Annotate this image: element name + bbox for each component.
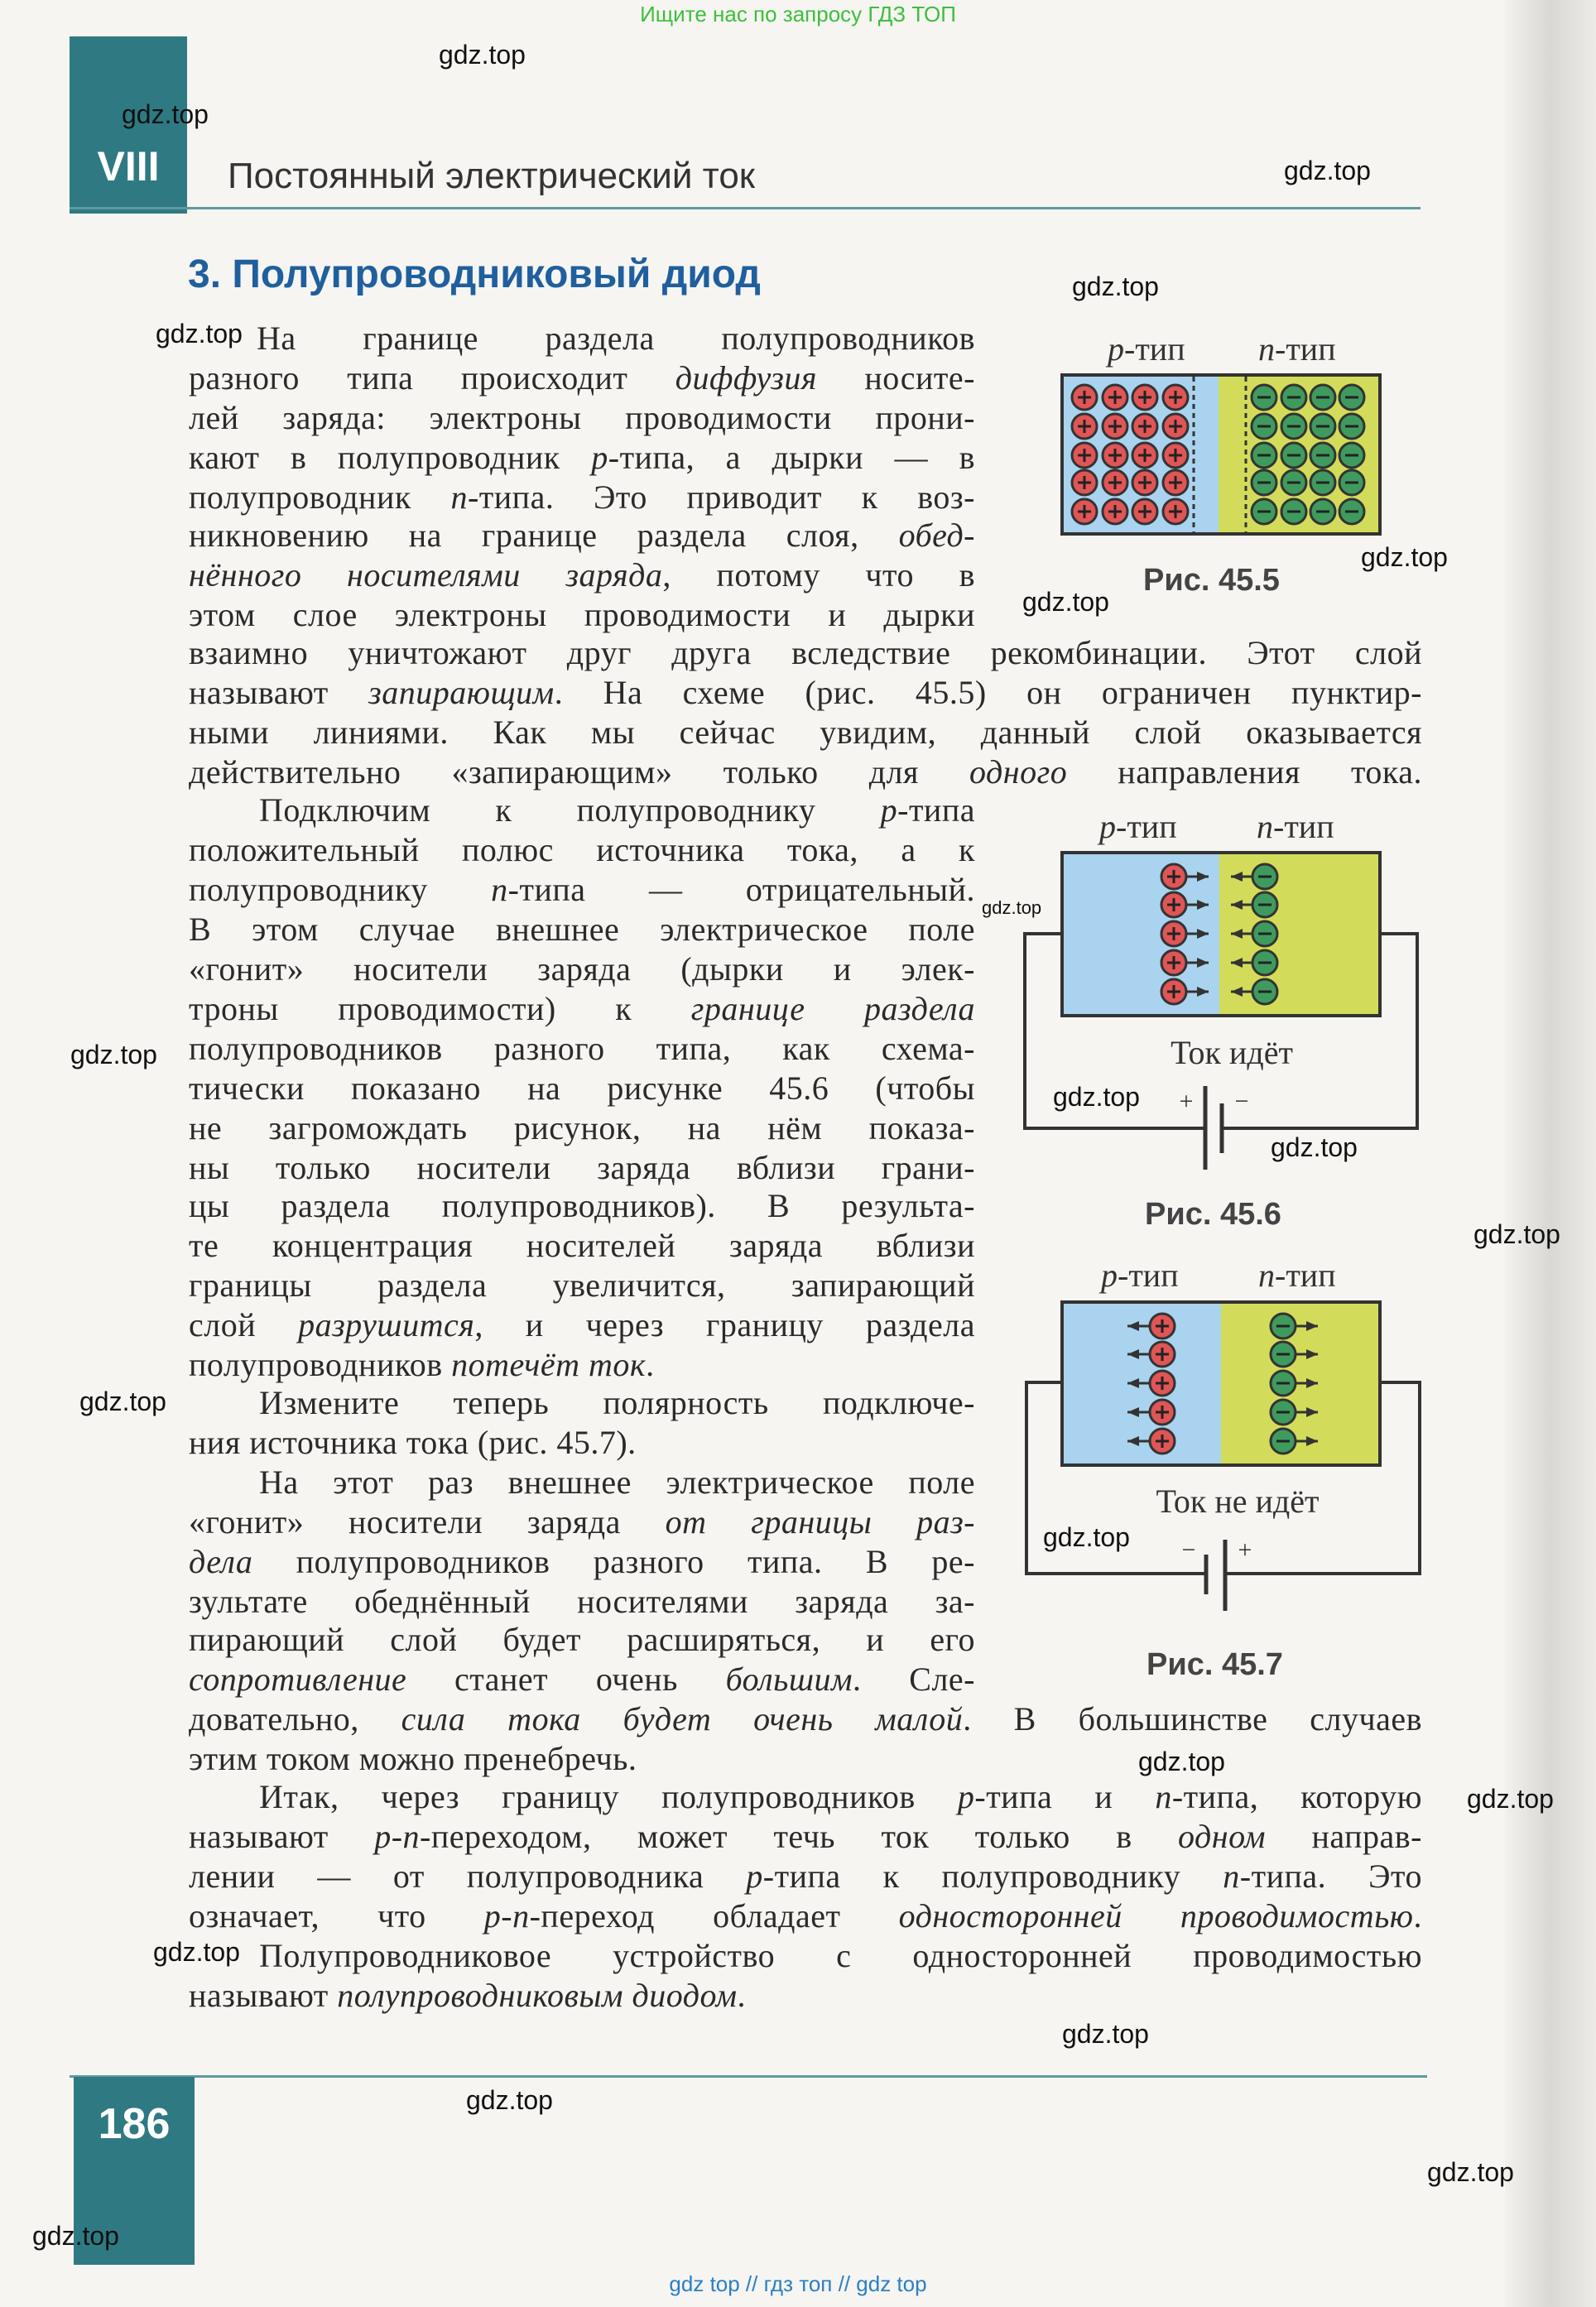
text-segment: полупроводник (189, 478, 451, 516)
chapter-number: VIII (97, 143, 160, 190)
text-segment: ны только носители заряда вблизи грани- (189, 1148, 975, 1186)
emphasis-text: n (1155, 1778, 1172, 1816)
fig2-p-label: p-тип (1099, 808, 1177, 845)
watermark: gdz.top (153, 1937, 240, 1967)
text-segment: полупроводников (189, 1346, 452, 1384)
text-segment: -переход обладает (529, 1897, 899, 1935)
emphasis-text: диффузия (675, 358, 817, 397)
text-segment: действительно «запирающим» только для (189, 752, 970, 791)
watermark: gdz.top (1473, 1219, 1560, 1249)
text-segment: границы раздела увеличится, запирающий (189, 1266, 975, 1305)
text-segment: троны проводимости) к (189, 990, 691, 1028)
text-segment: -переходом, может течь ток только в (420, 1818, 1179, 1856)
watermark: gdz.top (1072, 272, 1159, 301)
text-segment: Итак, через границу полупроводников (259, 1778, 958, 1816)
emphasis-text: запирающим (368, 673, 555, 711)
emphasis-text: сила тока будет очень малой (401, 1700, 964, 1738)
text-segment: . В большинстве случаев (963, 1700, 1422, 1738)
watermark: gdz.top (32, 2221, 119, 2251)
watermark: gdz.top (466, 2085, 553, 2115)
text-segment: -типа и (974, 1778, 1156, 1816)
watermark: gdz.top (1053, 1082, 1140, 1112)
emphasis-text: сопротивление (189, 1661, 407, 1699)
fig2-n-label: n-тип (1257, 808, 1334, 845)
text-segment: «гонит» носители заряда (дырки и элек- (189, 950, 975, 988)
emphasis-text: p-n (483, 1897, 530, 1935)
emphasis-text: от границы раз- (665, 1503, 975, 1541)
text-segment: кают в полупроводник (189, 438, 592, 476)
emphasis-text: p (957, 1778, 975, 1816)
emphasis-text: одного (969, 752, 1068, 791)
emphasis-text: одном (1178, 1818, 1267, 1856)
fig1-n-label: n-тип (1258, 330, 1336, 368)
fig3-status: Ток не идёт (1156, 1483, 1320, 1520)
text-segment: слой (189, 1306, 299, 1344)
text-segment: ными линиями. Как мы сейчас увидим, данный слой оказывается (189, 713, 1422, 751)
text-segment: довательно, (189, 1700, 401, 1738)
watermark: gdz.top (1271, 1132, 1358, 1162)
footer-divider (70, 2075, 1427, 2078)
text-segment: полупроводнику (189, 871, 492, 909)
text-segment: Подключим к полупроводнику (259, 791, 881, 829)
fig3-plus: + (1238, 1536, 1252, 1564)
watermark: gdz.top (982, 897, 1042, 918)
watermark: gdz.top (122, 99, 209, 129)
text-segment: означает, что (189, 1897, 484, 1935)
fig3-n-label: n-тип (1258, 1257, 1336, 1294)
text-segment: направ- (1266, 1818, 1422, 1856)
text-segment: -типа, а дырки — в (608, 438, 975, 476)
emphasis-text: n (1223, 1858, 1240, 1896)
text-segment: тически показано на рисунке 45.6 (чтобы (189, 1069, 975, 1107)
footer-links[interactable]: gdz top // гдз топ // gdz top (669, 2271, 927, 2296)
watermark: gdz.top (79, 1387, 166, 1416)
text-segment: -типа. Это приводит к воз- (467, 478, 975, 516)
emphasis-text: p (746, 1858, 763, 1896)
text-segment: , потому что в (662, 555, 975, 594)
emphasis-text: большим (725, 1661, 853, 1699)
fig1-p-label: p-тип (1108, 330, 1185, 368)
text-segment: . (646, 1346, 655, 1384)
text-segment: этом слое электроны проводимости и дырки (189, 595, 975, 633)
text-segment: Измените теперь полярность подключе- (259, 1384, 975, 1422)
watermark: gdz.top (1467, 1784, 1554, 1814)
text-segment: . (1413, 1897, 1422, 1935)
watermark: gdz.top (1022, 587, 1109, 617)
text-segment: «гонит» носители заряда (189, 1503, 666, 1541)
text-segment: На этот раз внешнее электрическое поле (259, 1464, 975, 1502)
watermark: gdz.top (1062, 2019, 1149, 2049)
emphasis-text: p-n (374, 1818, 421, 1856)
emphasis-text: дела (189, 1543, 253, 1581)
text-segment: -типа. Это (1239, 1858, 1422, 1896)
text-segment: цы раздела полупроводников). В результа- (189, 1187, 975, 1225)
text-segment: полупроводников разного типа. В ре- (252, 1543, 975, 1581)
emphasis-text: границе раздела (690, 990, 975, 1028)
page-number: 186 (98, 2100, 171, 2148)
text-segment: взаимно уничтожают друг друга вследствие рекомбинации. Этот слой (189, 633, 1422, 671)
emphasis-text: n (491, 871, 508, 909)
text-segment: называют (189, 1977, 338, 2015)
text-segment: -типа, которую (1171, 1778, 1422, 1816)
text-segment: не загромождать рисунок, на нём показа- (189, 1108, 975, 1146)
text-segment: . Сле- (853, 1661, 975, 1699)
fig3-caption: Рис. 45.7 (1147, 1647, 1283, 1682)
text-segment: , и через границу раздела (474, 1306, 975, 1344)
emphasis-text: разрушится (298, 1306, 475, 1344)
text-segment: -типа — отрицательный. (507, 871, 975, 909)
text-segment: ния источника тока (рис. 45.7). (189, 1424, 637, 1462)
fig2-minus: − (1234, 1088, 1249, 1115)
fig1-caption: Рис. 45.5 (1143, 563, 1280, 598)
text-segment: Полупроводниковое устройство с односторонней проводимостью (259, 1937, 1422, 1975)
text-segment: те концентрация носителей заряда вблизи (189, 1227, 975, 1265)
watermark: gdz.top (70, 1040, 157, 1069)
fig2-plus: + (1179, 1088, 1194, 1115)
text-segment: полупроводников разного типа, как схема- (189, 1030, 975, 1067)
watermark: gdz.top (1361, 542, 1448, 572)
watermark: gdz.top (1427, 2157, 1514, 2187)
text-segment: В этом случае внешнее электрическое поле (189, 911, 975, 949)
emphasis-text: p (880, 791, 898, 829)
emphasis-text: нённого носителями заряда (189, 555, 663, 594)
text-segment: станет очень (406, 1661, 726, 1699)
emphasis-text: потечёт ток (451, 1346, 647, 1384)
text-segment: -типа к полупроводнику (762, 1858, 1223, 1896)
text-segment: . (737, 1977, 746, 2015)
text-segment: пирающий слой будет расширяться, и его (189, 1621, 975, 1659)
emphasis-text: n (450, 478, 468, 516)
text-segment: . На схеме (рис. 45.5) он ограничен пунктир- (554, 673, 1422, 711)
watermark: gdz.top (1043, 1522, 1130, 1552)
text-segment: этим током можно пренебречь. (189, 1740, 637, 1778)
chapter-title: Постоянный электрический ток (228, 156, 756, 196)
fig3-p-label: p-тип (1101, 1257, 1179, 1294)
text-segment: лей заряда: электроны проводимости прони- (189, 398, 975, 436)
text-segment: -типа (897, 791, 975, 829)
watermark: gdz.top (1138, 1747, 1225, 1776)
text-segment: называют (189, 673, 369, 711)
fig2-status: Ток идёт (1171, 1034, 1293, 1071)
section-title: 3. Полупроводниковый диод (188, 252, 761, 296)
text-segment: никновению на границе раздела слоя, (189, 516, 899, 554)
text-segment: называют (189, 1818, 375, 1856)
text-segment: положительный полюс источника тока, а к (189, 831, 975, 869)
text-segment: зультате обеднённый носителями заряда за- (189, 1583, 975, 1621)
text-segment: лении — от полупроводника (189, 1858, 747, 1896)
emphasis-text: односторонней проводимостью (898, 1897, 1414, 1935)
text-segment: направления тока. (1067, 752, 1422, 791)
text-segment: разного типа происходит (189, 358, 675, 397)
top-search-link[interactable]: Ищите нас по запросу ГДЗ ТОП (640, 2, 956, 26)
text-segment: носите- (816, 358, 975, 397)
emphasis-text: полупроводниковым диодом (337, 1977, 738, 2015)
emphasis-text: обед- (898, 516, 975, 554)
watermark: gdz.top (156, 319, 243, 348)
watermark: gdz.top (439, 40, 526, 70)
fig2-caption: Рис. 45.6 (1145, 1197, 1281, 1232)
text-segment: На границе раздела полупроводников (257, 319, 975, 357)
watermark: gdz.top (1284, 156, 1371, 185)
fig3-minus: − (1181, 1536, 1196, 1564)
emphasis-text: p (591, 438, 608, 476)
